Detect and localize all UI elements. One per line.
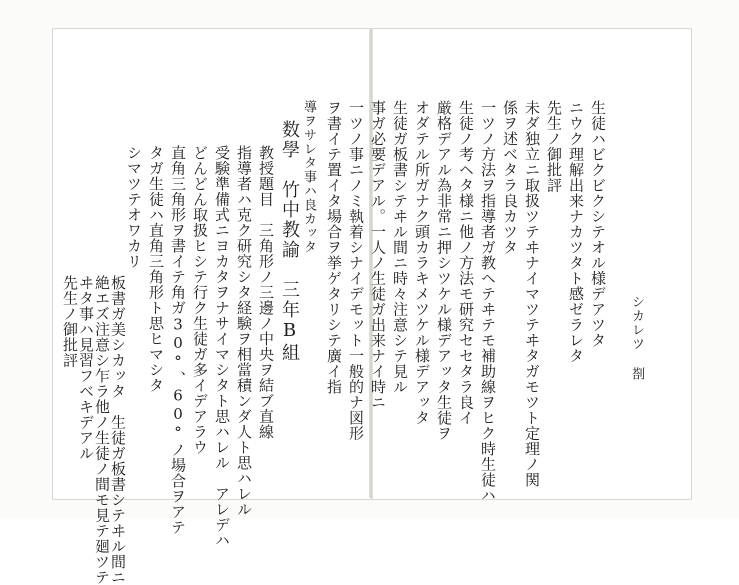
left-column-6: タガ生徒ハ直角三角形ト思ヒマシタ [147, 145, 165, 393]
right-column-3: 先生ノ御批評 [545, 100, 563, 193]
left-column-5: 直角三角形ヲ書イテ角ガ30°、60°ノ場合ヲアテ [169, 145, 187, 535]
left-column-8: 板書ガ美シカッタ 生徒ガ板書シテヰル間ニ [109, 275, 127, 585]
left-column-3: 受験準備式ニヨカタヲナサイマシタト思ハレル アレデハ [213, 145, 231, 548]
left-column-1: 教授題目 三角形ノ三邊ノ中央ヲ結ブ直線 [257, 145, 275, 440]
right-column-13: ヲ書イテ置イタ場合ヲ挙ゲタリシテ廣イ指 [325, 100, 343, 395]
left-margin-note: 導ヲサレタ事ハ良カッタ [301, 100, 316, 254]
right-column-2: ニウク理解出来ナカツタト感ゼラレタ [567, 100, 585, 364]
left-column-4: どんどん取扱ヒシテ行ク生徒ガ多イデアラウ [191, 145, 209, 455]
left-column-11: 先生ノ御批評 [61, 275, 79, 368]
right-column-8: 厳格デアル為非常ニ押シツケル様デアッタ生徒ヲ [435, 100, 453, 441]
right-margin-note: シカレツ 剳 [629, 295, 644, 381]
right-column-5: 係ヲ述ベタラ良カツタ [501, 100, 519, 255]
right-column-6: 一ツノ方法ヲ指導者ガ教ヘテヰテモ補助線ヲヒク時生徒ハ [479, 100, 497, 503]
right-column-7: 生徒ノ考ヘタ様ニ他ノ方法モ研究セセタラ良イ [457, 100, 475, 426]
left-column-9: 絶エズ注意シ乍ラ他ノ生徒ノ間モ見テ廻ツテ [93, 275, 111, 585]
left-column-2: 指導者ハ克ク研究シタ経験ヲ相當積ンダ人ト思ハレル [235, 145, 253, 517]
right-column-9: オダテル所ガナク頭カラキメツケル様デアッタ [413, 100, 431, 426]
left-column-10: ヰタ事ハ見習フベキデアル [77, 275, 95, 461]
left-column-7: シマツテオワカリ [125, 145, 143, 269]
right-column-1: 生徒ハビクビクシテオル様デアツタ [589, 100, 607, 348]
right-column-11: 事ガ必要デアル。一人ノ生徒ガ出来ナイ時ニ [369, 100, 387, 410]
lesson-heading: 数學 竹中教諭 三年B組 [279, 120, 300, 363]
right-column-10: 生徒ガ板書シテヰル間ニ時々注意シテ見ル [391, 100, 409, 395]
right-column-12: 一ツノ事ニノミ執着シナイデモット一般的ナ図形 [347, 100, 365, 441]
right-column-4: 未ダ独立ニ取扱ツテヰナイマツテヰタガモツト定理ノ関 [523, 100, 541, 488]
